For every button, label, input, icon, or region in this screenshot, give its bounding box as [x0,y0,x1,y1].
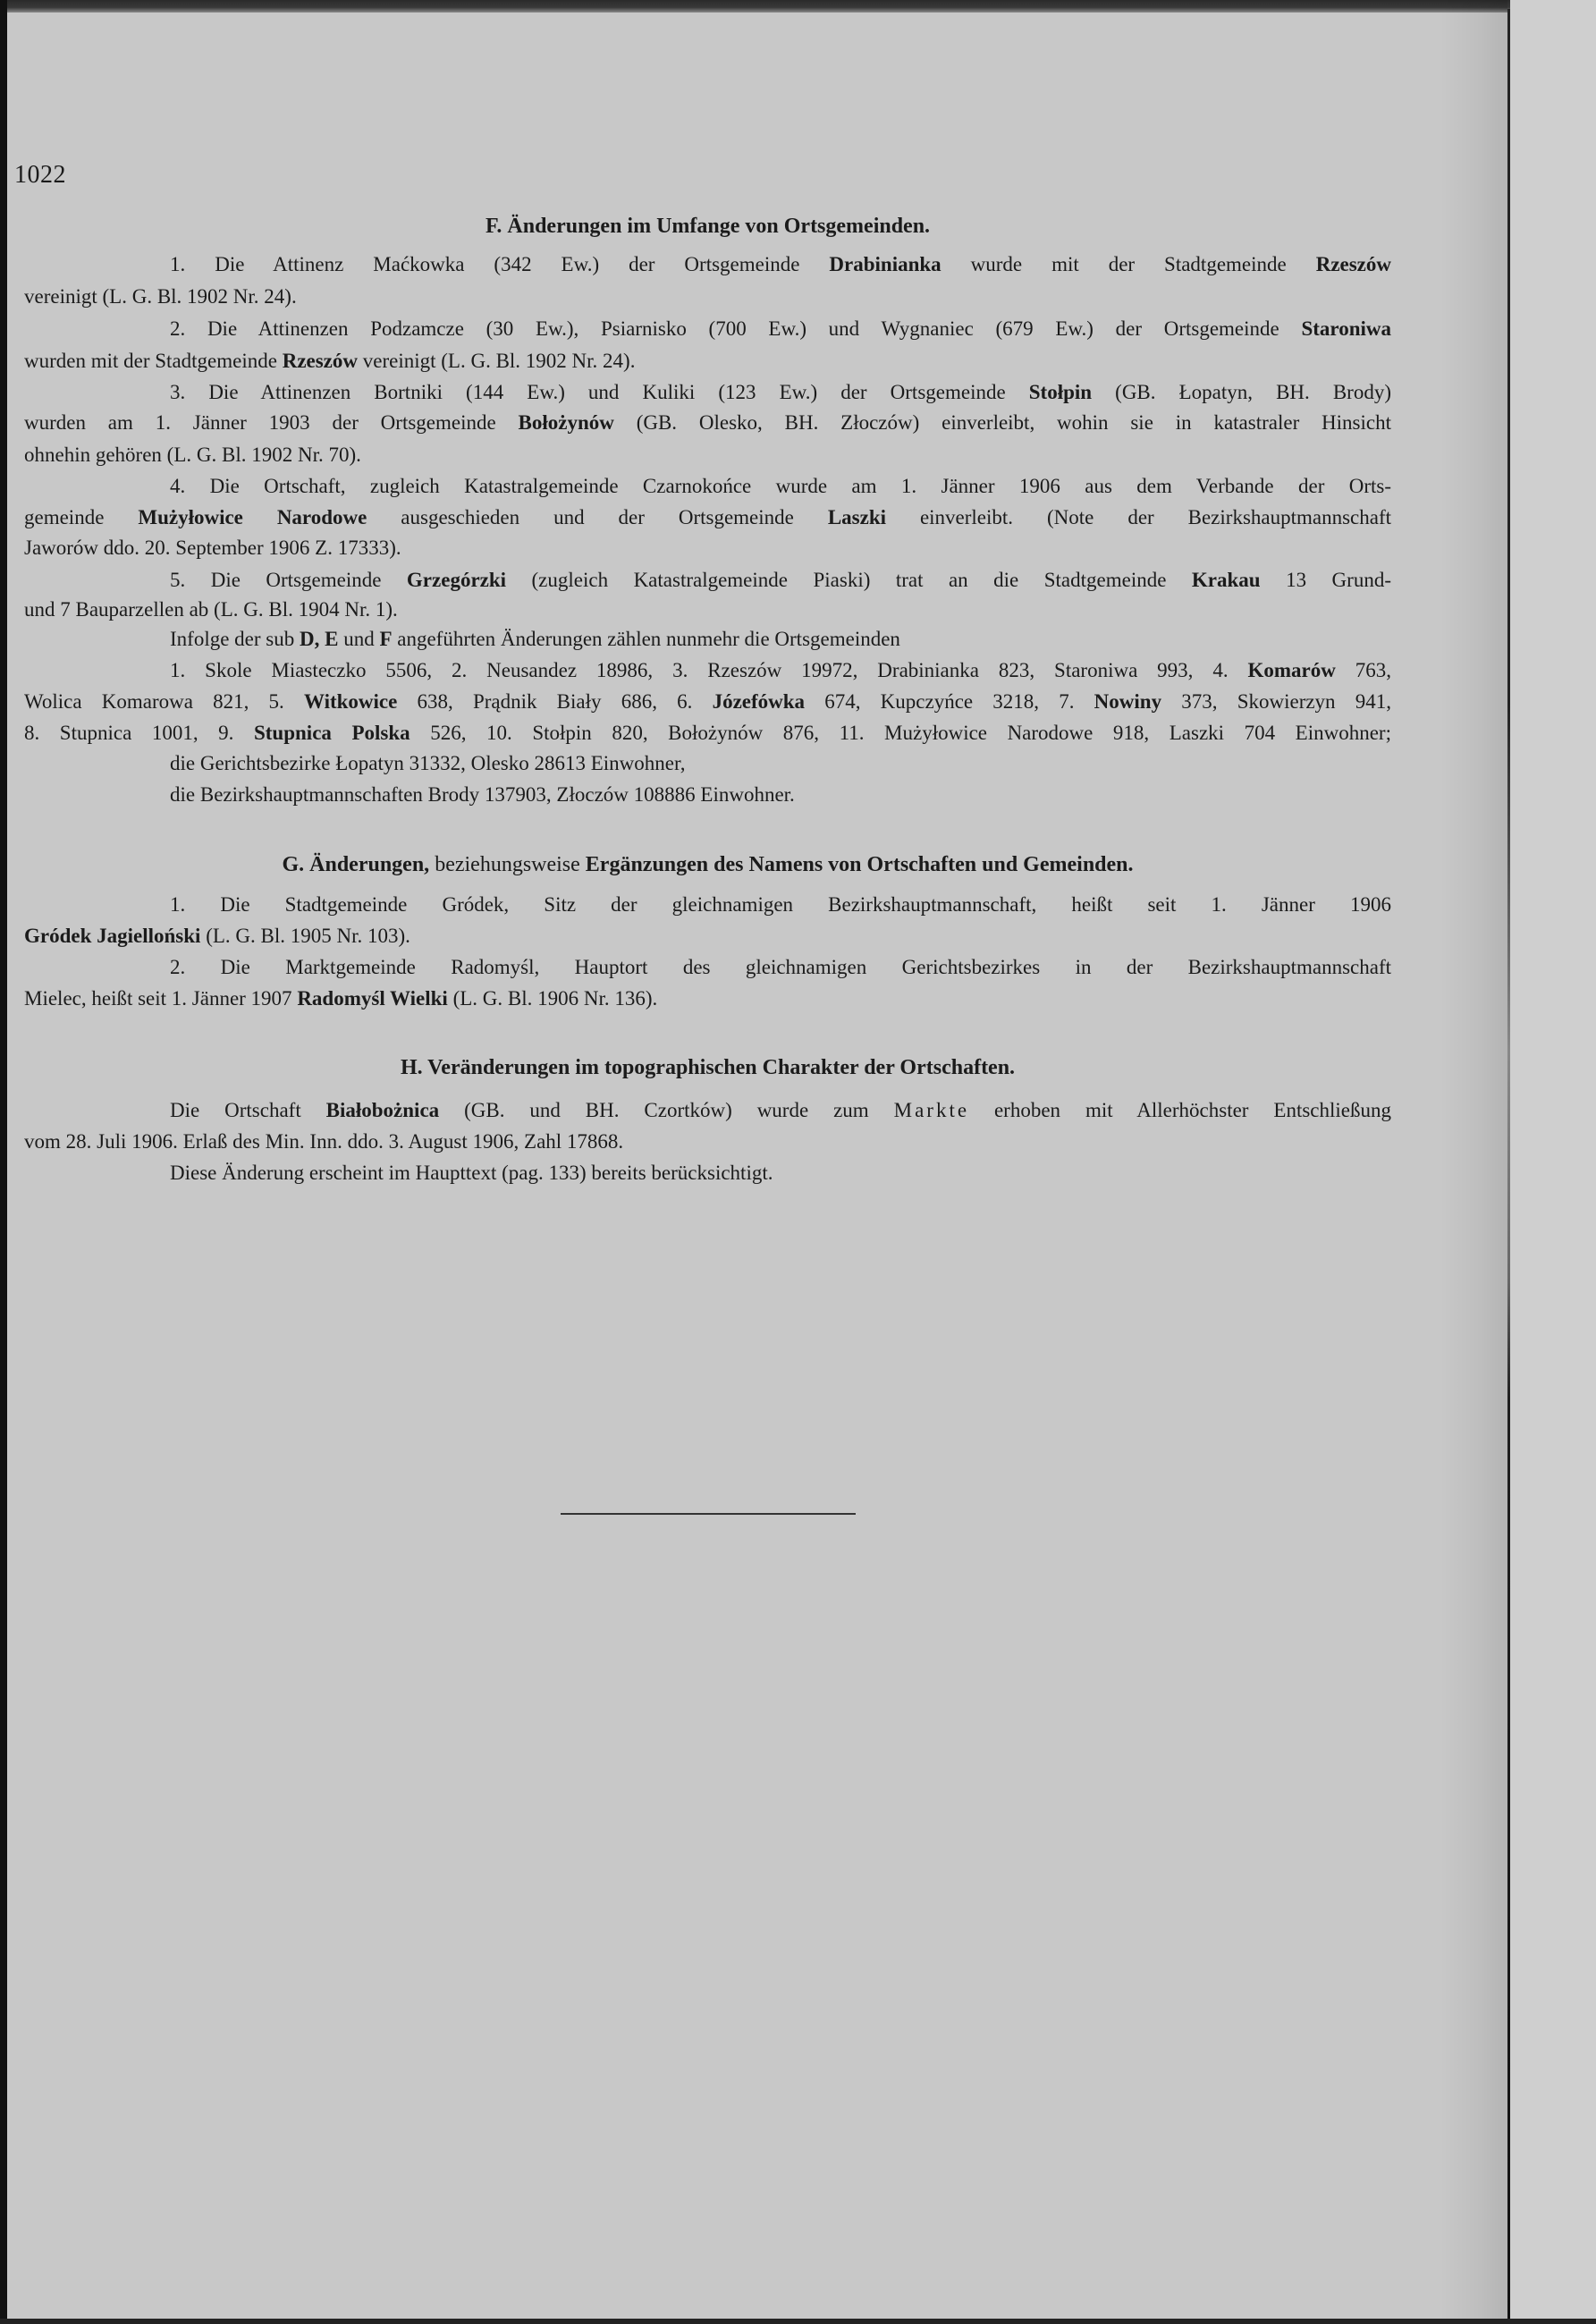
district-line: die Gerichtsbezirke Łopatyn 31332, Olesko 28613 Einwohner, [170,752,686,774]
place-name: Krakau [1191,569,1261,591]
text: Infolge der sub [170,628,300,650]
end-rule [561,1513,856,1515]
text: und [338,628,380,650]
scan-bottom-edge [0,2319,1596,2324]
text: Mielec, heißt seit 1. Jänner 1907 [24,987,298,1010]
summary-intro [170,624,1391,655]
section-f-line [24,503,1391,533]
text: Jaworów ddo. 20. September 1906 Z. 17333). [24,537,401,559]
place-name: Komarów [1247,659,1336,681]
text: 13 Grund- [1260,569,1391,591]
heading-part: Ergänzungen des Namens von Ortschaften und Gemeinden. [585,853,1134,876]
section-f-line [24,282,1391,312]
section-f-line [24,440,1391,470]
section-g-line [170,890,1391,920]
section-f-heading: F. Änderungen im Umfange von Ortsgemeinden. [485,215,931,238]
text: (GB. Olesko, BH. Złoczów) einverleibt, wohin sie in katastraler Hinsicht [613,411,1391,434]
text: (GB. und BH. Czortków) wurde zum [439,1099,894,1121]
place-name: Staroniwa [1301,317,1391,340]
section-h-line [24,1127,1391,1157]
text: 373, Skowierzyn 941, [1161,690,1391,713]
place-name: Nowiny [1094,690,1162,713]
text: 2. Die Marktgemeinde Radomyśl, Hauptort des gleichnamigen Gerichtsbezirkes in der Bezirkshauptmannschaft [170,956,1391,978]
text: wurden mit der Stadtgemeinde [24,350,283,372]
text: (L. G. Bl. 1905 Nr. 103). [200,925,410,947]
section-f-line [170,377,1391,408]
adjacent-page-strip [1510,0,1596,2324]
summary-line [170,655,1391,686]
place-name: Grzegórzki [406,569,507,591]
text: 1. Skole Miasteczko 5506, 2. Neusandez 18986, 3. Rzeszów 19972, Drabinianka 823, Staroniwa 993, 4. [170,659,1248,681]
text: Wolica Komarowa 821, 5. [24,690,304,713]
text: 8. Stupnica 1001, 9. [24,722,254,744]
text: wurde mit der Stadtgemeinde [941,253,1316,275]
text: erhoben mit Allerhöchster Entschließung [969,1099,1391,1121]
heading-part: G. Änderungen, [282,853,430,876]
place-name: Drabinianka [829,253,942,275]
summary-line [24,718,1391,748]
place-name: Rzeszów [282,350,358,372]
text: ausgeschieden und der Ortsgemeinde [367,506,828,528]
page-fold-line [1507,9,1510,2324]
section-g-heading [24,849,1391,880]
section-ref: D, E [300,628,339,650]
text: 4. Die Ortschaft, zugleich Katastralgemeinde Czarnokońce wurde am 1. Jänner 1906 aus dem Verbande der Orts- [170,475,1391,497]
place-name: Rzeszów [1315,253,1391,275]
section-h-heading: H. Veränderungen im topographischen Charakter der Ortschaften. [400,1056,1016,1079]
place-name: Radomyśl Wielki [297,987,448,1010]
district-line: die Bezirkshauptmannschaften Brody 137903, Złoczów 108886 Einwohner. [170,783,795,806]
place-name: Gródek Jagielloński [24,925,201,947]
place-name: Stupnica Polska [253,722,410,744]
place-name: Laszki [827,506,886,528]
section-f-line [170,565,1391,596]
text: und 7 Bauparzellen ab (L. G. Bl. 1904 Nr. 1). [24,598,398,621]
text: angeführten Änderungen zählen nunmehr die Ortsgemeinden [392,628,900,650]
section-f-line [170,471,1391,502]
section-h-line [170,1158,1391,1188]
text: vereinigt (L. G. Bl. 1902 Nr. 24). [24,285,297,308]
section-f-line [24,346,1391,376]
page-number: 1022 [14,161,66,189]
text: 763, [1335,659,1392,681]
text: wurden am 1. Jänner 1903 der Ortsgemeinde [24,411,519,434]
section-f-line [170,249,1391,280]
text: 3. Die Attinenzen Bortniki (144 Ew.) und Kuliki (123 Ew.) der Ortsgemeinde [170,381,1029,403]
text: vereinigt (L. G. Bl. 1902 Nr. 24). [358,350,636,372]
heading-part: beziehungsweise [429,853,586,876]
section-ref: F [379,628,393,650]
scan-left-edge [0,0,7,2324]
text: (L. G. Bl. 1906 Nr. 136). [447,987,658,1010]
summary-line [24,687,1391,717]
text: 638, Prądnik Biały 686, 6. [397,690,713,713]
text: ohnehin gehören (L. G. Bl. 1902 Nr. 70). [24,444,361,466]
text: (zugleich Katastralgemeinde Piaski) trat an die Stadtgemeinde [506,569,1192,591]
place-name: Witkowice [303,690,398,713]
section-f-line [24,533,1391,563]
section-f-line [24,595,1391,625]
text: 674, Kupczyńce 3218, 7. [805,690,1094,713]
text: 1. Die Stadtgemeinde Gródek, Sitz der gleichnamigen Bezirkshauptmannschaft, heißt seit 1. Jänner 1906 [170,893,1391,916]
place-name: Józefówka [712,690,806,713]
section-g-line [24,921,1391,951]
text: einverleibt. (Note der Bezirkshauptmannschaft [886,506,1392,528]
place-name: Mużyłowice Narodowe [138,506,367,528]
place-name: Stołpin [1028,381,1093,403]
gutter-shadow [1440,0,1507,2324]
text: 526, 10. Stołpin 820, Bołożynów 876, 11. Mużyłowice Narodowe 918, Laszki 704 Einwohner; [410,722,1391,744]
place-name: Białobożnica [325,1099,440,1121]
emphasized-word: Markte [893,1099,970,1121]
scan-top-edge [0,0,1596,13]
text: vom 28. Juli 1906. Erlaß des Min. Inn. ddo. 3. August 1906, Zahl 17868. [24,1130,624,1153]
text: 1. Die Attinenz Maćkowka (342 Ew.) der Ortsgemeinde [170,253,830,275]
place-name: Bołożynów [518,411,614,434]
section-h-line [170,1095,1391,1126]
text: (GB. Łopatyn, BH. Brody) [1092,381,1391,403]
text: Diese Änderung erscheint im Haupttext (pag. 133) bereits berücksichtigt. [170,1162,773,1184]
text: gemeinde [24,506,139,528]
section-g-line [170,952,1391,983]
section-f-line [170,314,1391,344]
section-f-line [24,408,1391,438]
text: Die Ortschaft [170,1099,326,1121]
section-g-line [24,984,1391,1014]
text: 2. Die Attinenzen Podzamcze (30 Ew.), Psiarnisko (700 Ew.) und Wygnaniec (679 Ew.) der Ortsgemeinde [170,317,1302,340]
text: 5. Die Ortsgemeinde [170,569,407,591]
